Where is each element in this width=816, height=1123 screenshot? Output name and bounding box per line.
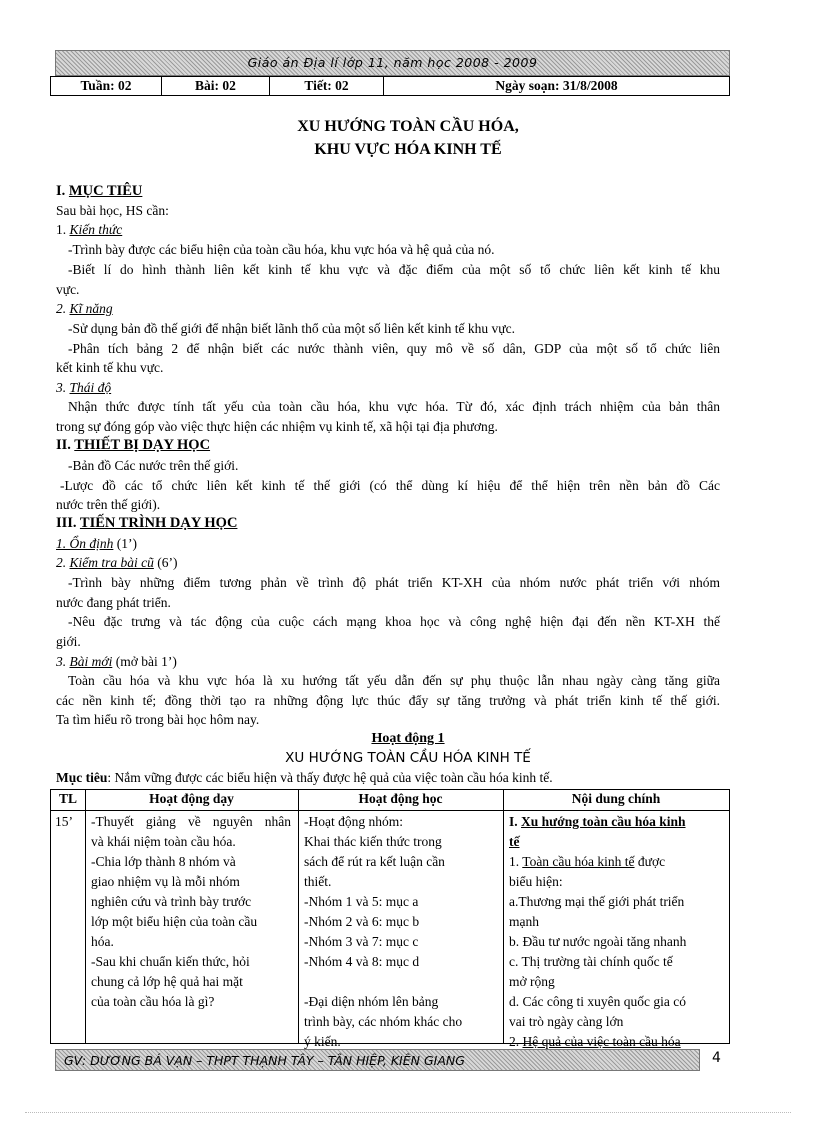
hoc-line: -Nhóm 1 và 5: mục a [304, 894, 419, 909]
hoc-line: trình bày, các nhóm khác cho [304, 1014, 463, 1029]
lesson-info-row [50, 76, 730, 96]
page-number: 4 [712, 1050, 721, 1066]
thai-do-line-1: Nhận thức được tính tất yếu của toàn cầu hóa, khu vực hóa. Từ đó, xác định trách nhiệm của bản thân [68, 399, 720, 414]
activity-table [50, 789, 730, 1049]
period-label: Tiết: 02 [270, 77, 384, 95]
day-line: lớp một biểu hiện của toàn cầu [91, 914, 258, 929]
activity-label: Hoạt động 1 [371, 731, 445, 746]
col-header-noi-dung: Nội dung chính [571, 791, 661, 806]
noi-dung-line: mở rộng [509, 974, 555, 989]
kien-thuc-heading: 1. Kiến thức [56, 222, 123, 237]
thiet-bi-item-2a: -Lược đồ các tổ chức liên kết kinh tế thế giới (có thể dùng kí hiệu để thể hiện trên nền bản đồ Các [60, 478, 720, 493]
hoc-line: ý kiến. [304, 1034, 341, 1049]
day-line: nghiên cứu và trình bày trước [91, 894, 252, 909]
day-line: chung cả lớp hệ quả hai mặt [91, 974, 243, 989]
hoc-line: sách để rút ra kết luận cần [304, 854, 445, 869]
hoc-line: -Nhóm 2 và 6: mục b [304, 914, 420, 929]
footer-author: GV: DƯƠNG BÁ VẠN – THPT THẠNH TÂY – TÂN HIỆP, KIÊN GIANG [64, 1053, 465, 1068]
ki-nang-item-2b: kết kinh tế khu vực. [56, 360, 164, 375]
noi-dung-sub1: 1. Toàn cầu hóa kinh tế được [509, 854, 666, 869]
cell-time: 15’ [55, 814, 73, 829]
day-line: -Thuyết giảng về nguyên nhân [91, 814, 291, 829]
ki-nang-item-2a: -Phân tích bảng 2 để nhận biết các nước thành viên, quy mô về số dân, GDP của một số tổ chức liên [68, 341, 720, 356]
prepared-date: Ngày soạn: 31/8/2008 [495, 78, 618, 93]
page-title-line2: KHU VỰC HÓA KINH TẾ [314, 141, 502, 158]
lesson-label: Bài: 02 [162, 77, 270, 95]
noi-dung-line: a.Thương mại thế giới phát triển [509, 894, 685, 909]
cell-hoat-dong-hoc [304, 812, 462, 1052]
kien-thuc-item-2b: vực. [56, 282, 80, 297]
hoc-spacer [304, 972, 462, 992]
muc-tieu-intro: Sau bài học, HS cần: [56, 203, 169, 218]
day-line: và khái niệm toàn cầu hóa. [91, 834, 236, 849]
week-label: Tuần: 02 [51, 77, 162, 95]
footer-banner [55, 1049, 700, 1071]
hoc-line: -Nhóm 3 và 7: mục c [304, 934, 419, 949]
section-muc-tieu-heading: I. MỤC TIÊU [56, 183, 143, 199]
noi-dung-line: vai trò ngày càng lớn [509, 1014, 624, 1029]
kiem-tra-question-1b: nước đang phát triển. [56, 595, 171, 610]
header-banner-text: Giáo án Địa lí lớp 11, năm học 2008 - 2009 [247, 55, 538, 70]
hoc-line: thiết. [304, 874, 332, 889]
day-line: của toàn cầu hóa là gì? [91, 994, 215, 1009]
kiem-tra-question-1a: -Trình bày những điểm tương phản về trình độ phát triển KT-XH của nhóm nước phát triển với nhóm [68, 575, 720, 590]
noi-dung-line: d. Các công ti xuyên quốc gia có [509, 994, 686, 1009]
page-bottom-divider [25, 1112, 791, 1113]
section-tien-trinh-heading: III. TIẾN TRÌNH DẠY HỌC [56, 515, 238, 531]
hoc-line: Khai thác kiến thức trong [304, 834, 442, 849]
bai-moi-line: 3. Bài mới (mở bài 1’) [56, 654, 177, 669]
day-line: -Chia lớp thành 8 nhóm và [91, 854, 236, 869]
ki-nang-item-1: -Sử dụng bản đồ thế giới để nhận biết lãnh thổ của một số liên kết kinh tế khu vực. [68, 321, 515, 336]
hoc-line: -Nhóm 4 và 8: mục d [304, 954, 420, 969]
noi-dung-line: mạnh [509, 914, 539, 929]
noi-dung-heading: I. Xu hướng toàn cầu hóa kinh [509, 814, 686, 829]
noi-dung-line: biểu hiện: [509, 874, 563, 889]
header-banner [55, 50, 730, 76]
hoc-line: -Đại diện nhóm lên bảng [304, 994, 439, 1009]
thiet-bi-item-1: -Bản đồ Các nước trên thế giới. [68, 458, 239, 473]
kien-thuc-item-1: -Trình bày được các biểu hiện của toàn cầu hóa, khu vực hóa và hệ quả của nó. [68, 242, 495, 257]
noi-dung-sub2: 2. Hệ quả của việc toàn cầu hóa [509, 1034, 681, 1049]
thiet-bi-item-2b: nước trên thế giới). [56, 497, 161, 512]
bai-moi-intro-3: Ta tìm hiểu rõ trong bài học hôm nay. [56, 712, 260, 727]
activity-objective: Mục tiêu: Nắm vững được các biểu hiện và thấy được hệ quả của việc toàn cầu hóa kinh tế. [56, 770, 553, 785]
noi-dung-heading-cont: tế [509, 834, 520, 849]
cell-noi-dung [509, 812, 686, 1052]
page-title-line1: XU HƯỚNG TOÀN CẦU HÓA, [297, 118, 519, 135]
kiem-tra-question-2b: giới. [56, 634, 81, 649]
thai-do-line-2: trong sự đóng góp vào việc thực hiện các nhiệm vụ kinh tế, xã hội tại địa phương. [56, 419, 498, 434]
day-line: giao nhiệm vụ là mỗi nhóm [91, 874, 240, 889]
thai-do-heading: 3. Thái độ [56, 380, 112, 395]
ki-nang-heading: 2. Kĩ năng [56, 301, 113, 316]
day-line: -Sau khi chuẩn kiến thức, hỏi [91, 954, 250, 969]
activity-title: XU HƯỚNG TOÀN CẦU HÓA KINH TẾ [285, 750, 531, 766]
day-line: hóa. [91, 934, 114, 949]
kiem-tra-question-2a: -Nêu đặc trưng và tác động của cuộc cách mạng khoa học và công nghệ hiện đại đến nền KT-XH thế [68, 614, 720, 629]
on-dinh-line: 1. Ổn định (1’) [56, 536, 137, 551]
kiem-tra-line: 2. Kiểm tra bài cũ (6’) [56, 555, 178, 570]
bai-moi-intro-2: các nền kinh tế; đồng thời tạo ra những động lực thúc đẩy sự tăng trưởng và phát triển kinh tế thế giới. [56, 693, 720, 708]
col-header-hoat-dong-day: Hoạt động dạy [149, 791, 234, 806]
noi-dung-line: c. Thị trường tài chính quốc tế [509, 954, 673, 969]
bai-moi-intro-1: Toàn cầu hóa và khu vực hóa là xu hướng tất yếu dẫn đến sự phụ thuộc lẫn nhau ngày càng tăng giữa [68, 673, 720, 688]
noi-dung-line: b. Đầu tư nước ngoài tăng nhanh [509, 934, 687, 949]
kien-thuc-item-2a: -Biết lí do hình thành liên kết kinh tế khu vực và đặc điểm của một số tổ chức liên kết kinh tế khu [68, 262, 720, 277]
section-thiet-bi-heading: II. THIẾT BỊ DẠY HỌC [56, 437, 211, 453]
col-header-hoat-dong-hoc: Hoạt động học [358, 791, 443, 806]
cell-hoat-dong-day [91, 812, 291, 1012]
hoc-line: -Hoạt động nhóm: [304, 814, 403, 829]
col-header-tl: TL [58, 791, 77, 806]
